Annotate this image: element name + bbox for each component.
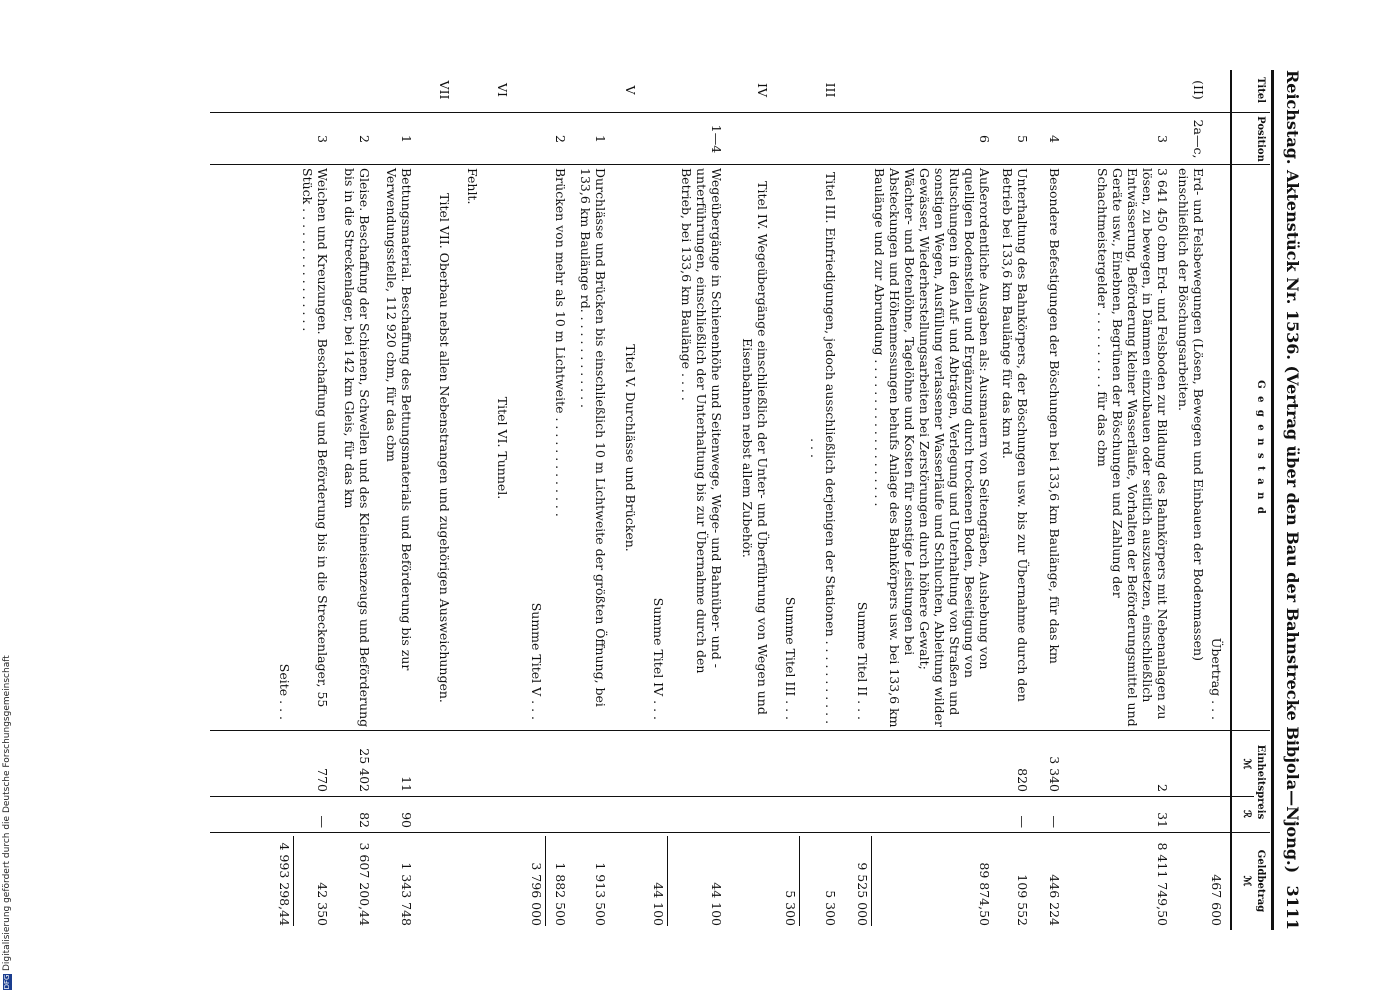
row-position: 1 (593, 135, 608, 143)
row-position: 4 (1047, 135, 1062, 143)
row-description: Summe Titel II . . . (855, 601, 870, 720)
row-description: Erd- und Felsbewegungen (Lösen, Bewegen und Einbauen der Bodenmassen) einschließlich der Böschungsarbeiten. (1176, 168, 1206, 661)
row-position: 1—4 (709, 124, 724, 154)
row-description: Summe Titel III . . . (783, 596, 798, 720)
col-separator (210, 796, 1254, 797)
row-amount: 1 343 748 (399, 862, 414, 926)
row-unit-price-pf: — (1047, 815, 1062, 828)
row-description: Titel VII. Oberbau nebst allen Nebenstrangen und zugehörigen Ausweichungen. (437, 193, 452, 703)
row-position: 2a—c, (1191, 119, 1206, 159)
row-amount: 1 882 500 (553, 862, 568, 926)
row-amount: 109 552 (1015, 874, 1030, 926)
row-amount: 467 600 (1209, 874, 1224, 926)
row-description: Weichen und Kreuzungen. Beschaffung und Beförderung bis in die Streckenlager, 55 Stück . . . . . . . . . . . . . . . . (300, 168, 330, 708)
row-position: 3 (315, 135, 330, 143)
row-position: 1 (399, 135, 414, 143)
row-titel: VI (495, 83, 510, 97)
row-amount: 5 300 (783, 890, 798, 926)
row-titel: VII (437, 80, 452, 100)
rotated-table-page (100, 70, 1310, 930)
row-position: 2 (553, 135, 568, 143)
row-description: Titel V. Durchlässe und Brücken. (623, 344, 638, 552)
row-description: 3 641 450 cbm Erd- und Felsboden zur Bildung des Bahnkörpers mit Nebenanlagen zu lösen, zu bewegen, in Dämmen einzubauen oder seitlich auszusetzen, einschließlich Entwässerung, Beförderung kleiner Wasserläufe, Vorhalten der Beförderungsmittel und Geräte usw., Einebnen, Begrünen der Böschungen und Zahlung der Schachtmeistergelder . . . . . . . . . . für das cbm (1095, 168, 1170, 727)
row-description: Außerordentliche Ausgaben als: Ausmauern von Seitengräben, Aushebung von quelligen Bodenstellen und Ergänzung durch trockenen Boden, Beseitigung von Rutschungen in den Auf- und Abträgen, Verlegung und Unterhaltung von Straßen und sonstigen Wegen, Ausfüllung verlassener Wasserläufe und Schluchten, Ableitung wilder Gewässer, Wiederherstellungsarbeiten bei Zerstörungen durch höhere Gewalt; Wächter- und Botenlöhne, Tagelöhne und Kosten für sonstige Leistungen bei Absteckungen und Höhenmessungen behufs Anlage des Bahnkörpers usw. bei 133,6 km Baulänge und zur Abrundung . . . . . . . . . . . . . . . . . . . (872, 168, 992, 728)
col-separator (210, 164, 1270, 165)
row-unit-price-mark: 11 (399, 776, 414, 792)
row-unit-price-mark: 770 (315, 768, 330, 792)
col-separator (210, 730, 1270, 731)
row-amount: 44 100 (709, 882, 724, 926)
row-description: Titel III. Einfriedigungen, jedoch ausschließlich derjenigen der Stationen . . . . . . . . . . . . . . (808, 171, 838, 725)
row-unit-price-pf: 82 (357, 812, 372, 828)
row-amount: 3 796 000 (529, 862, 544, 926)
row-description: Übertrag . . . (1209, 637, 1224, 720)
row-titel: (II) (1191, 80, 1206, 100)
row-unit-price-mark: 3 340 (1047, 756, 1062, 792)
row-description: Seite . . . (277, 663, 292, 720)
row-amount: 5 300 (823, 890, 838, 926)
row-unit-price-pf: 90 (399, 812, 414, 828)
row-titel: IV (755, 83, 770, 97)
row-amount: 8 411 749,50 (1155, 842, 1170, 926)
row-amount: 42 350 (315, 882, 330, 926)
sum-rule (667, 836, 668, 926)
col-header-geld-mark: ℳ (1241, 875, 1252, 887)
page-header (1274, 70, 1304, 930)
col-header-mark: ℳ (1241, 758, 1252, 770)
row-unit-price-pf: 31 (1155, 812, 1170, 828)
row-description: Brücken von mehr als 10 m Lichtweite . . . . . . . . . . . . . (553, 168, 568, 517)
row-description: Summe Titel IV . . . (651, 597, 666, 720)
row-position: 3 (1155, 135, 1170, 143)
col-separator (210, 832, 1270, 833)
row-amount: 1 913 500 (593, 862, 608, 926)
row-amount: 446 224 (1047, 874, 1062, 926)
row-unit-price-mark: 2 (1155, 784, 1170, 792)
row-position: 5 (1015, 135, 1030, 143)
row-description: Durchlässe und Brücken bis einschließlich 10 m Lichtweite der größten Öffnung, bei 133,6 km Baulänge rd. . . . . . . . . . . . . (578, 168, 608, 707)
page-title: Reichstag. Aktenstück Nr. 1536. (Vertrag über den Bau der Bahnstrecke Bibjola—Njong.) (1283, 70, 1302, 874)
page-number: 3111 (1283, 885, 1302, 930)
col-header-einheitspreis: Einheitspreis (1255, 744, 1266, 820)
sum-rule (799, 836, 800, 926)
row-description: Unterhaltung des Bahnkörpers, der Böschungen usw. bis zur Übernahme durch den Betrieb bei 133,6 km Baulänge für das km rd. (1000, 168, 1030, 702)
footer-credit (0, 0, 20, 1000)
col-separator (210, 112, 1270, 113)
dfg-credit-text: Digitalisierung gefördert durch die Deutsche Forschungsgemeinschaft (2, 655, 12, 971)
col-header-gegenstand: G e g e n s t a n d (1255, 380, 1266, 516)
header-rule (1230, 70, 1232, 930)
row-description: Titel VI. Tunnel. (495, 396, 510, 500)
row-amount: 9 525 000 (855, 862, 870, 926)
row-position: 6 (977, 135, 992, 143)
col-header-geldbetrag: Geldbetrag (1255, 849, 1266, 913)
row-amount: 4 993 298,44 (277, 842, 292, 926)
sum-rule (293, 836, 294, 926)
col-header-position: Position (1255, 116, 1266, 162)
top-rule (1271, 70, 1274, 930)
row-titel: III (823, 82, 838, 98)
row-description: Wegeübergänge in Schienenhöhe und Seitenwege, Wege- und Bahnüber- und -unterführungen, einschließlich der Unterhaltung bis zur Übernahme durch den Betrieb, bei 133,6 km Baulänge . . . . (679, 168, 724, 674)
col-header-titel: Titel (1255, 76, 1266, 104)
row-position: 2 (357, 135, 372, 143)
row-amount: 3 607 200,44 (357, 842, 372, 926)
sum-rule (871, 836, 872, 926)
row-description: Titel IV. Wegeübergänge einschließlich der Unter- und Überführung von Wegen und Eisenbahnen nebst allem Zubehör. (740, 181, 770, 715)
dfg-logo-icon: DFG (3, 974, 11, 990)
row-amount: 44 100 (651, 882, 666, 926)
row-unit-price-pf: — (315, 815, 330, 828)
row-description: Gleise. Beschaffung der Schienen, Schwellen und des Kleineisenzeugs und Beförderung bis in die Streckenlager, bei 142 km Gleis, für das km (342, 168, 372, 728)
row-unit-price-mark: 820 (1015, 768, 1030, 792)
row-amount: 89 874,50 (977, 862, 992, 926)
col-header-pf: ℛ (1241, 810, 1252, 818)
row-unit-price-pf: — (1015, 815, 1030, 828)
row-titel: V (623, 85, 638, 95)
row-description: Fehlt. (465, 168, 480, 205)
row-description: Summe Titel V . . . (529, 602, 544, 720)
row-description: Besondere Befestigungen der Böschungen bei 133,6 km Baulänge, für das km (1047, 168, 1062, 664)
row-description: Bettungsmaterial. Beschaffung des Bettungsmaterials und Beförderung bis zur Verwendungsstelle, 112 920 cbm, für das cbm (384, 168, 414, 671)
sum-rule (545, 836, 546, 926)
row-unit-price-mark: 25 402 (357, 748, 372, 792)
